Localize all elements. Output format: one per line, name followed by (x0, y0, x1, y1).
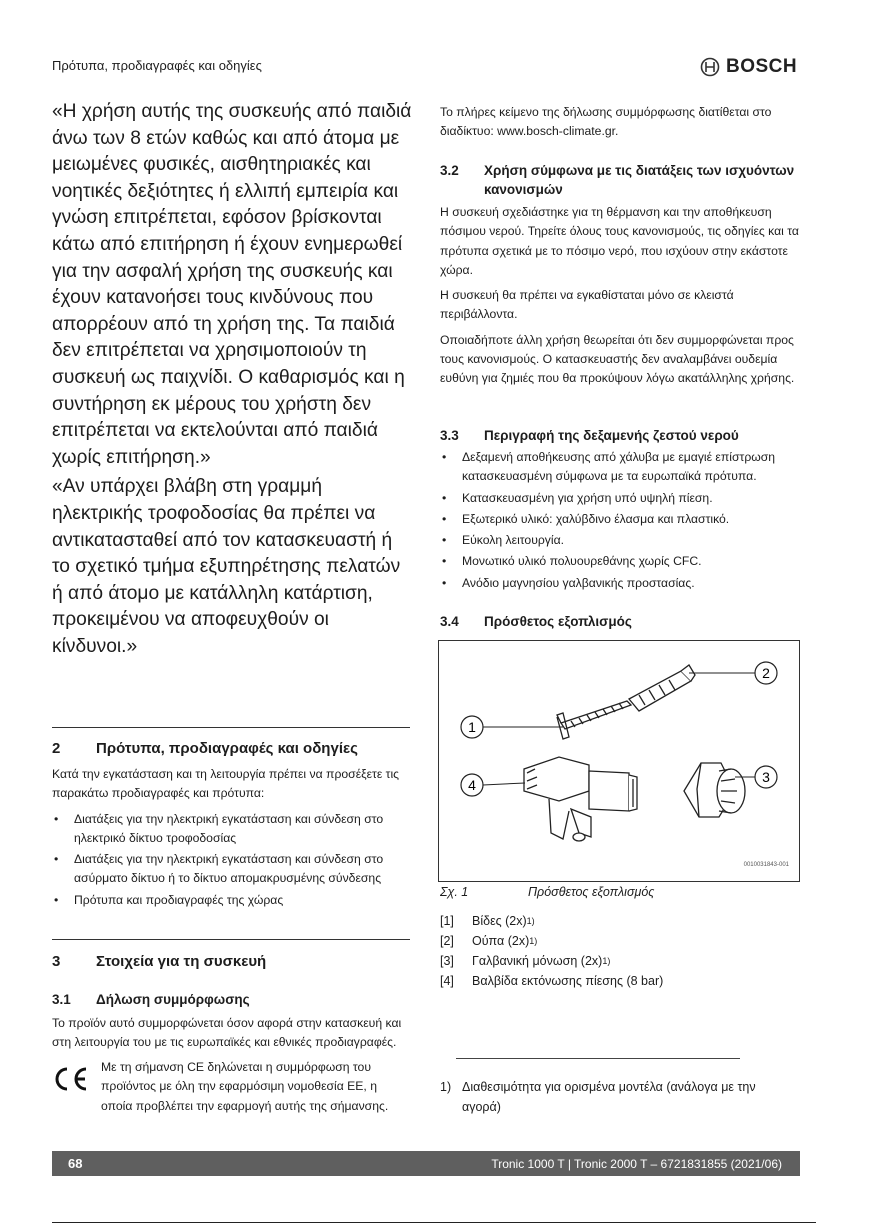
figure-caption (440, 885, 654, 899)
figure-code: 0010031843-001 (743, 862, 789, 868)
list-item: • Ανόδιο μαγνησίου γαλβανικής προστασίας. (440, 574, 800, 593)
bottom-edge-line (52, 1222, 816, 1223)
list-item: • Πρότυπα και προδιαγραφές της χώρας (52, 891, 410, 910)
page-footer (52, 1151, 800, 1176)
dowel-drawing (629, 665, 695, 711)
callout-1 (461, 716, 483, 738)
callout-3 (755, 766, 777, 788)
tank-features-list (440, 448, 800, 593)
section-title: Περιγραφή της δεξαμενής ζεστού νερού (484, 428, 739, 443)
accessories-figure (438, 640, 800, 882)
legend-item: [3] Γαλβανική μόνωση (2x) 1) (440, 954, 611, 968)
callout-4 (461, 774, 483, 796)
footnote (440, 1078, 790, 1117)
screw-drawing (557, 701, 631, 739)
list-item: • Κατασκευασμένη για χρήση υπό υψηλή πίεση. (440, 489, 800, 508)
section-2-intro: Κατά την εγκατάσταση και τη λειτουργία πρέπει να προσέξετε τις παρακάτω προδιαγραφές και πρότυπα: (52, 767, 400, 801)
legend-item: [2] Ούπα (2x) 1) (440, 934, 538, 948)
caption-text: Πρόσθετος εξοπλισμός (528, 885, 655, 899)
safety-quotes (52, 99, 412, 663)
bosch-armature-icon (700, 57, 720, 77)
page-number: 68 (68, 1156, 83, 1171)
section-2-heading (52, 740, 410, 757)
section-title: Δήλωση συμμόρφωσης (96, 992, 250, 1007)
divider (52, 727, 410, 728)
legend-item: [1] Βίδες (2x) 1) (440, 914, 535, 928)
list-item: • Εύκολη λειτουργία. (440, 531, 800, 550)
accessories-illustration (439, 641, 799, 881)
standards-list (52, 810, 410, 910)
running-header: Πρότυπα, προδιαγραφές και οδηγίες (52, 58, 262, 73)
figure-legend (440, 911, 663, 991)
section-3-3-heading (440, 426, 800, 445)
list-item: • Δεξαμενή αποθήκευσης από χάλυβα με εμαγιέ επίστρωση κατασκευασμένη σύμφωνα με τα ευρωπαϊκά πρότυπα. (440, 448, 800, 487)
footnote-divider (456, 1058, 740, 1059)
section-3-heading (52, 953, 410, 970)
list-item: • Μονωτικό υλικό πολυουρεθάνης χωρίς CFC. (440, 552, 800, 571)
section-3-2-heading (440, 161, 800, 199)
section-title: Πρόσθετος εξοπλισμός (484, 614, 632, 629)
footnote-text: Διαθεσιμότητα για ορισμένα μοντέλα (ανάλογα με την αγορά) (462, 1080, 756, 1114)
list-item: • Διατάξεις για την ηλεκτρική εγκατάσταση και σύνδεση στο ηλεκτρικό δίκτυο τροφοδοσίας (52, 810, 410, 849)
section-number: 3.2 (440, 163, 459, 178)
declaration-link-text: Το πλήρες κείμενο της δήλωσης συμμόρφωσης διατίθεται στο διαδίκτυο: www.bosch-climate.gr. (440, 105, 772, 139)
list-item: • Εξωτερικό υλικό: χαλύβδινο έλασμα και πλαστικό. (440, 510, 800, 529)
list-item: • Διατάξεις για την ηλεκτρική εγκατάσταση και σύνδεση στο ασύρματο δίκτυο ή το δίκτυο απομακρυσμένης σύνδεσης (52, 850, 410, 889)
callout-2 (755, 662, 777, 684)
quote-power-cable: «Αν υπάρχει βλάβη στη γραμμή ηλεκτρικής τροφοδοσίας θα πρέπει να αντικατασταθεί από τον κατασκευαστή ή το σχετικό τμήμα εξυπηρέτησης πελατών ή από άτομο με κατάλληλη κατάρτιση, προκειμένου να αποφευχθούν οι κίνδυνοι.» (52, 476, 401, 657)
ce-statement: Με τη σήμανση CE δηλώνεται η συμμόρφωση του προϊόντος με όλη την εφαρμόσιμη νομοθεσία ΕΕ, η οποία προβλέπει την εφαρμογή αυτής της σήμανσης. (101, 1060, 389, 1113)
paragraph: Η συσκευή θα πρέπει να εγκαθίσταται μόνο σε κλειστά περιβάλλοντα. (440, 288, 734, 322)
section-number: 3.1 (52, 992, 71, 1007)
section-title: Χρήση σύμφωνα με τις διατάξεις των ισχυόντων κανονισμών (484, 163, 795, 197)
valve-drawing (524, 757, 637, 841)
conformity-text: Το προϊόν αυτό συμμορφώνεται όσον αφορά στην κατασκευή και στη λειτουργία του με τις ευρωπαϊκές και εθνικές προδιαγραφές. (52, 1016, 402, 1050)
caption-number: Σχ. 1 (440, 885, 469, 899)
section-3-1-heading (52, 990, 410, 1009)
section-number: 3.3 (440, 428, 459, 443)
footnote-number: 1) (440, 1080, 452, 1094)
paragraph: Η συσκευή σχεδιάστηκε για τη θέρμανση και την αποθήκευση πόσιμου νερού. Τηρείτε όλους τους κανονισμούς, τις οδηγίες και τα πρότυπα σχετικά με το πόσιμο νερό, που ισχύουν στην εκάστοτε χώρα. (440, 205, 799, 277)
section-title: Πρότυπα, προδιαγραφές και οδηγίες (96, 740, 358, 757)
section-number: 2 (52, 740, 61, 757)
brand-name: BOSCH (726, 56, 798, 77)
divider (52, 939, 410, 940)
ce-mark-icon (52, 1066, 90, 1092)
section-3-2-body (440, 203, 800, 395)
section-3-4-heading (440, 612, 800, 631)
section-number: 3 (52, 953, 61, 970)
section-number: 3.4 (440, 614, 459, 629)
document-id: Tronic 1000 T | Tronic 2000 T – 6721831855 (2021/06) (491, 1157, 782, 1171)
legend-item: [4] Βαλβίδα εκτόνωσης πίεσης (8 bar) (440, 974, 664, 988)
svg-text:3: 3 (762, 769, 770, 785)
section-title: Στοιχεία για τη συσκευή (96, 953, 267, 970)
section-2-body (52, 765, 410, 912)
galvanic-insulation-drawing (684, 763, 745, 817)
svg-text:1: 1 (468, 719, 476, 735)
svg-text:4: 4 (468, 777, 476, 793)
paragraph: Οποιαδήποτε άλλη χρήση θεωρείται ότι δεν συμμορφώνεται προς τους κανονισμούς. Ο κατασκευαστής δεν αναλαμβάνει ουδεμία ευθύνη για ζημιές που θα προκύψουν λόγω ακατάλληλης χρήσης. (440, 332, 795, 386)
svg-text:2: 2 (762, 665, 770, 681)
section-3-3-body (440, 448, 800, 595)
quote-children: «Η χρήση αυτής της συσκευής από παιδιά άνω των 8 ετών καθώς και από άτομα με μειωμένες φυσικές, αισθητηριακές και νοητικές δεξιότητες ή ελλιπή εμπειρία και γνώση επιτρέπεται, εφόσον βρίσκονται κάτω από επιτήρηση ή έχουν ενημερωθεί για την ασφαλή χρήση της συσκευής και έχουν κατανοήσει τους κινδύνους που απορρέουν από τη χρήση της. Τα παιδιά δεν επιτρέπεται να χρησιμοποιούν τη συσκευή ως παιχνίδι. Ο καθαρισμός και η συντήρηση εκ μέρους του χρήστη δεν επιτρέπεται να εκτελούνται από παιδιά χωρίς επιτήρηση.» (52, 101, 412, 468)
bosch-logo (700, 56, 797, 78)
